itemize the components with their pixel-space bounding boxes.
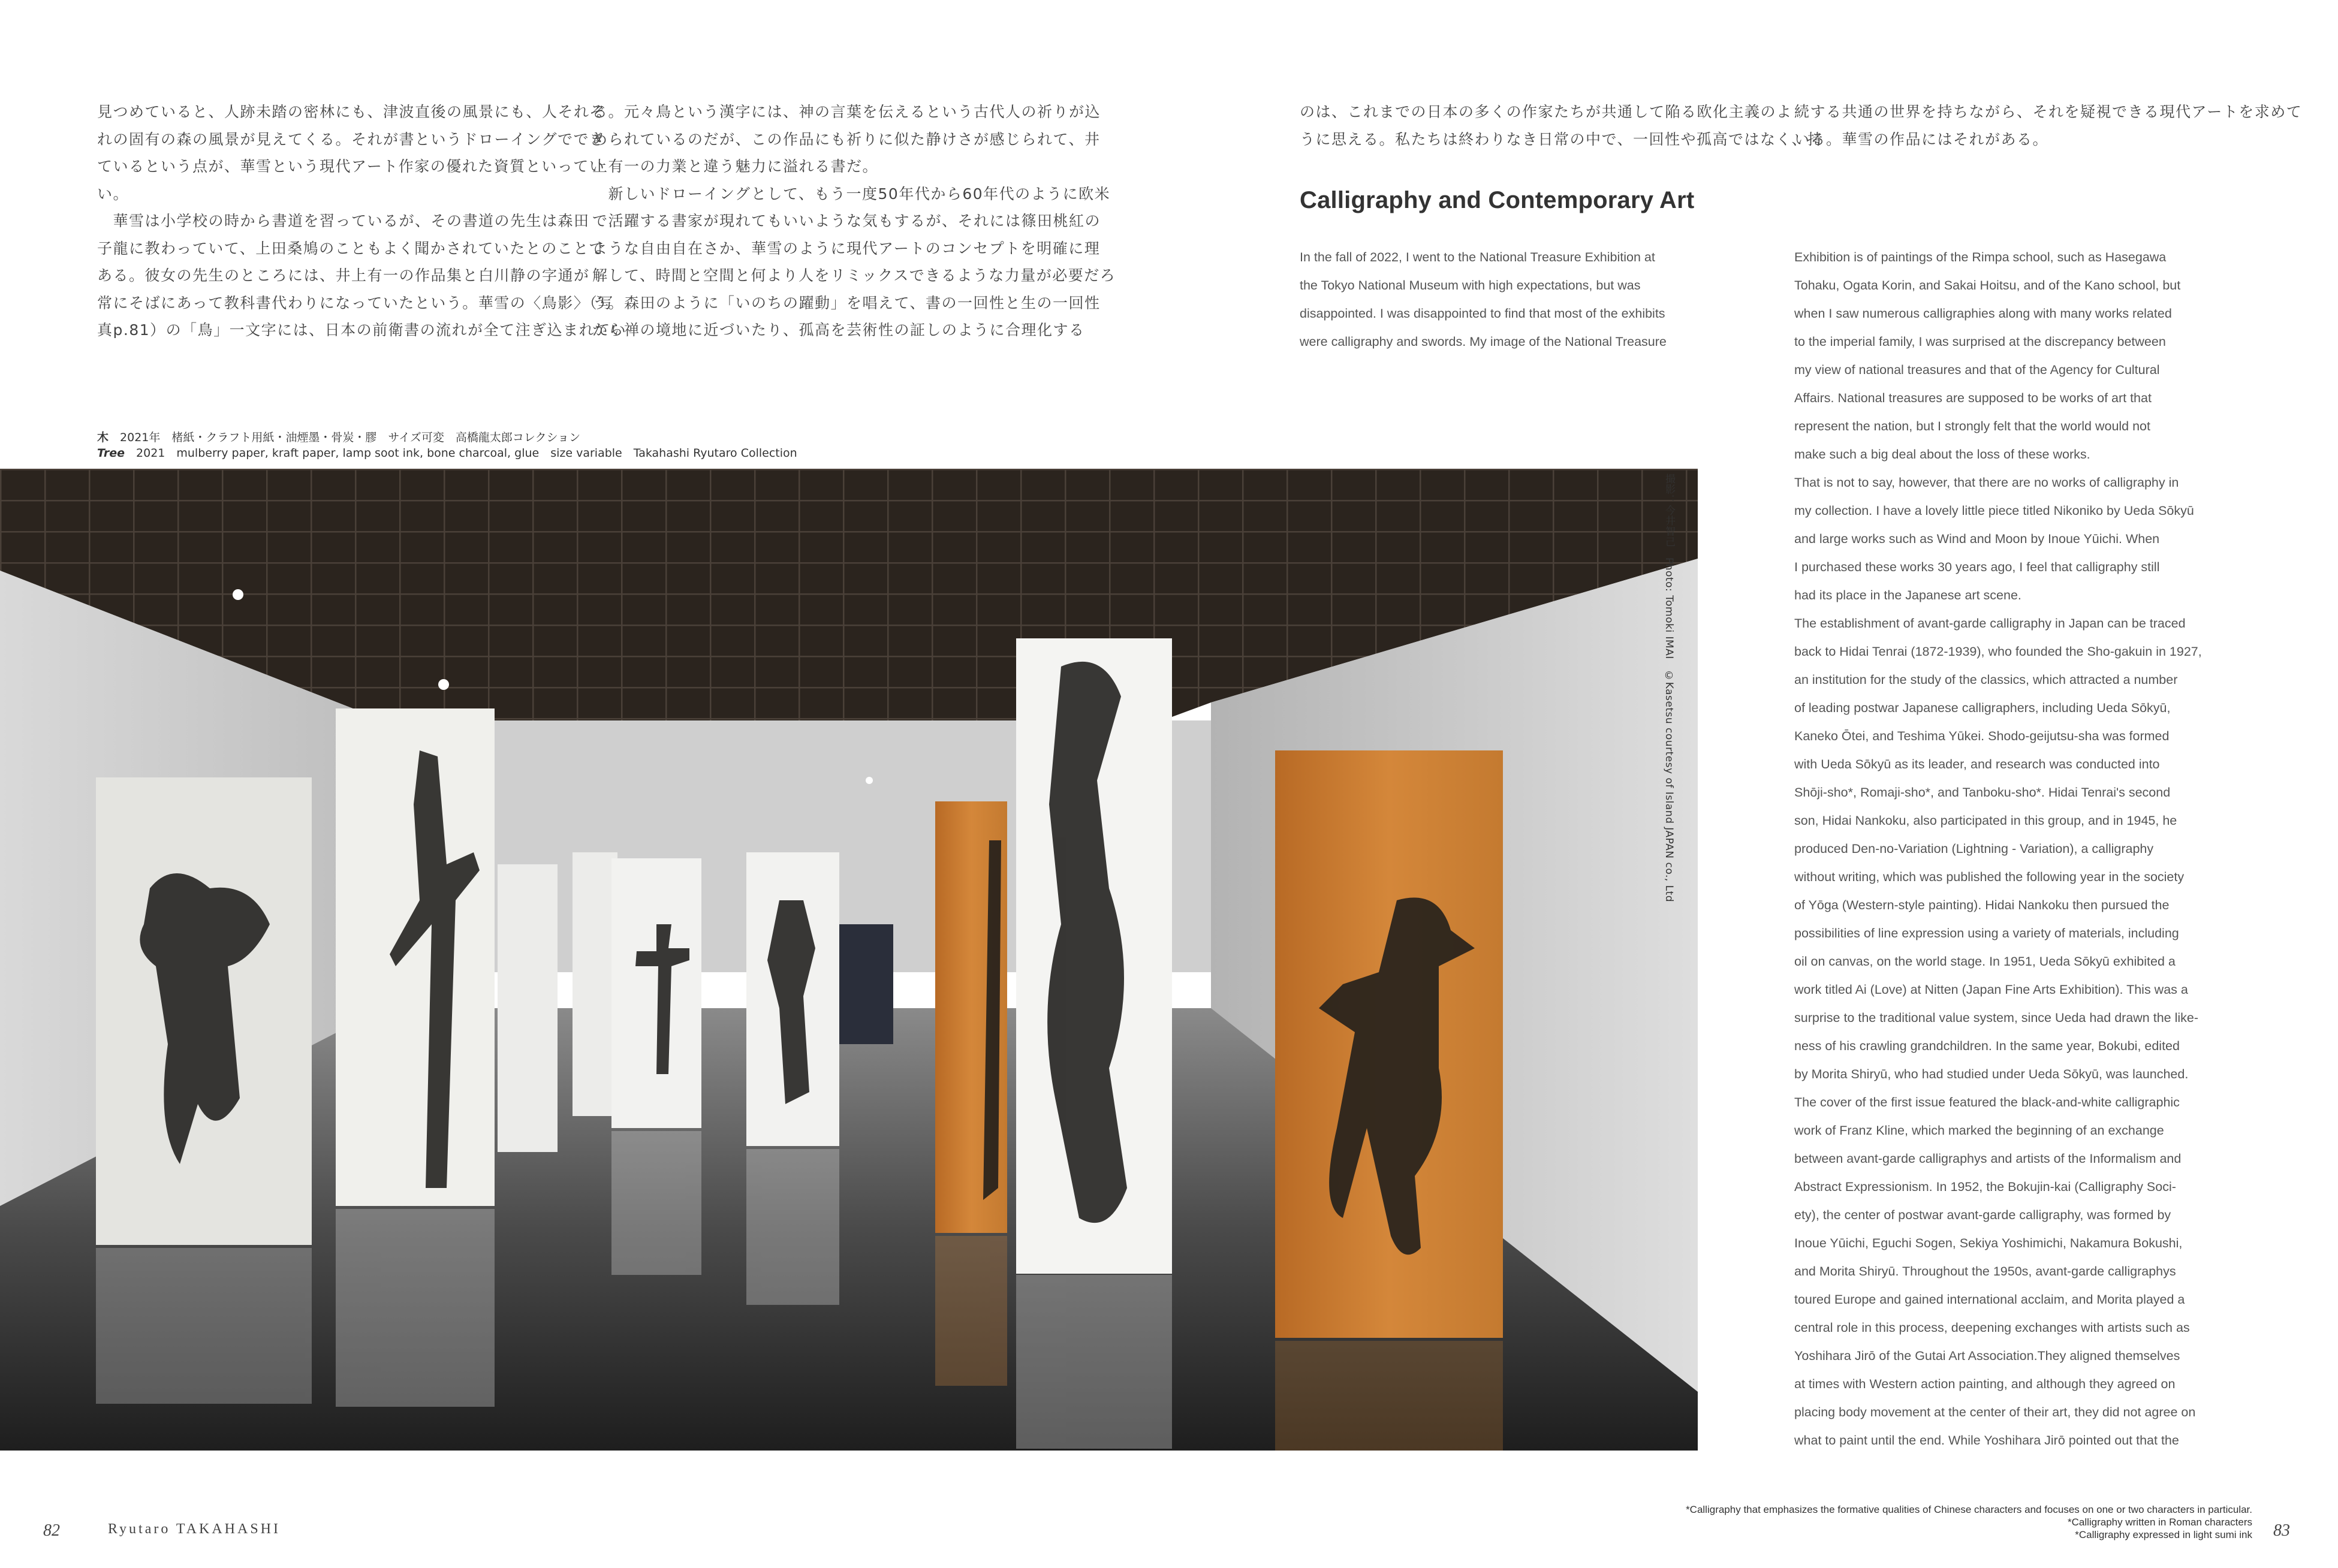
page-number-left: 82 (43, 1521, 60, 1540)
en-text-line: at times with Western action painting, and although they agreed on (1794, 1377, 2176, 1391)
jp-text-line: 上有一の力業と違う魅力に溢れる書だ。 (592, 158, 879, 175)
en-text-line: of leading postwar Japanese calligraphers, including Ueda Sōkyū, (1794, 701, 2171, 715)
jp-column-4 (1794, 98, 2302, 153)
en-text-line: produced Den-no-Variation (Lightning - Variation), a calligraphy (1794, 842, 2154, 856)
en-text-line: my view of national treasures and that of the Agency for Cultural (1794, 363, 2160, 377)
jp-text-line: 子龍に教わっていて、上田桑鳩のこともよく聞かされていたとのことで (97, 239, 605, 257)
en-text-line: son, Hidai Nankoku, also participated in this group, and in 1945, he (1794, 813, 2177, 828)
jp-text-line: 見つめていると、人跡未踏の密林にも、津波直後の風景にも、人それぞ (97, 103, 606, 120)
caption-en-details: 2021 mulberry paper, kraft paper, lamp soot ink, bone charcoal, glue size variable Takahashi Ryutaro Collection (125, 447, 797, 460)
footnote-line: *Calligraphy that emphasizes the formative qualities of Chinese characters and focuses on one or two characters in particular. (1686, 1504, 2252, 1515)
jp-text-line: 新しいドローイングとして、もう一度50年代から60年代のように欧米 (592, 185, 1111, 203)
en-text-line: Yoshihara Jirō of the Gutai Art Association.They aligned themselves (1794, 1349, 2180, 1363)
jp-text-line: い。 (97, 185, 129, 203)
en-text-line: with Ueda Sōkyū as its leader, and research was conducted into (1794, 757, 2160, 771)
gallery-installation-photo (0, 469, 1698, 1451)
en-text-line: The cover of the first issue featured the black-and-white calligraphic (1794, 1095, 2180, 1109)
en-text-line: Abstract Expressionism. In 1952, the Bokujin-kai (Calligraphy Soci- (1794, 1180, 2176, 1194)
en-column-2 (1794, 243, 2202, 1455)
en-text-line: by Morita Shiryū, who had studied under Ueda Sōkyū, was launched. (1794, 1067, 2189, 1081)
jp-column-1 (97, 98, 626, 344)
en-text-line: Exhibition is of paintings of the Rimpa school, such as Hasegawa (1794, 250, 2167, 264)
jp-text-line: から禅の境地に近づいたり、孤高を芸術性の証しのように合理化する (592, 321, 1085, 339)
en-text-line: ness of his crawling grandchildren. In the same year, Bokubi, edited (1794, 1039, 2180, 1053)
en-text-line: of Yōga (Western-style painting). Hidai Nankoku then pursued the (1794, 898, 2170, 912)
jp-text-line: のは、これまでの日本の多くの作家たちが共通して陥る欧化主義のよ (1300, 103, 1792, 120)
en-text-line: represent the nation, but I strongly felt that the world would not (1794, 419, 2150, 433)
en-text-line: between avant-garde calligraphys and artists of the Informalism and (1794, 1151, 2182, 1166)
jp-column-2 (592, 98, 1116, 344)
section-heading: Calligraphy and Contemporary Art (1300, 187, 1695, 213)
jp-text-line: で活躍する書家が現れてもいいような気もするが、それには篠田桃紅の (592, 212, 1101, 230)
caption-en-title: Tree (97, 447, 125, 460)
footnote-line: *Calligraphy written in Roman characters (2067, 1516, 2252, 1528)
en-text-line: make such a big deal about the loss of these works. (1794, 447, 2090, 462)
en-text-line: were calligraphy and swords. My image of the National Treasure (1300, 334, 1667, 349)
jp-text-line: う。森田のように「いのちの躍動」を唱えて、書の一回性と生の一回性 (592, 294, 1101, 312)
photo-credit: 撮影：今井智己 Photo: Tomoki IMAI ©Kasetsu courtesy of Island JAPAN co., Ltd (1663, 474, 1675, 903)
en-text-line: ety), the center of postwar avant-garde calligraphy, was formed by (1794, 1208, 2171, 1222)
en-text-line: disappointed. I was disappointed to find that most of the exhibits (1300, 306, 1665, 321)
jp-text-line: 常にそばにあって教科書代わりになっていたという。華雪の〈鳥影〉（写 (97, 294, 614, 312)
en-text-line: what to paint until the end. While Yoshihara Jirō pointed out that the (1794, 1433, 2179, 1448)
en-text-line: the Tokyo National Museum with high expectations, but was (1300, 278, 1641, 293)
jp-column-3 (1300, 98, 1824, 153)
en-text-line: work of Franz Kline, which marked the beginning of an exchange (1794, 1123, 2164, 1138)
en-text-line: In the fall of 2022, I went to the National Treasure Exhibition at (1300, 250, 1655, 264)
en-text-line: Kaneko Ōtei, and Teshima Yūkei. Shodo-geijutsu-sha was formed (1794, 729, 2170, 743)
en-text-line: to the imperial family, I was surprised at the discrepancy between (1794, 334, 2166, 349)
en-text-line: when I saw numerous calligraphies along with many works related (1794, 306, 2172, 321)
caption-en (97, 444, 797, 460)
caption-jp-title: 木 (97, 431, 109, 444)
footnotes (1686, 1503, 2252, 1541)
en-text-line: oil on canvas, on the world stage. In 1951, Ueda Sōkyū exhibited a (1794, 954, 2176, 969)
en-text-line: surprise to the traditional value system, since Ueda had drawn the like- (1794, 1011, 2199, 1025)
jp-text-line: 続する共通の世界を持ちながら、それを疑視できる現代アートを求めて (1794, 103, 2303, 120)
en-text-line: without writing, which was published the following year in the society (1794, 870, 2185, 884)
en-text-line: placing body movement at the center of their art, they did not agree on (1794, 1405, 2196, 1419)
en-text-line: my collection. I have a lovely little piece titled Nikoniko by Ueda Sōkyū (1794, 503, 2194, 518)
jp-text-line: ある。彼女の先生のところには、井上有一の作品集と白川静の字通が (97, 267, 590, 284)
jp-text-line: 解して、時間と空間と何より人をリミックスできるような力量が必要だろ (592, 267, 1116, 284)
jp-text-line: ような自由自在さか、華雪のように現代アートのコンセプトを明確に理 (592, 239, 1101, 257)
en-column-1 (1300, 243, 1667, 356)
jp-text-line: うに思える。私たちは終わりなき日常の中で、一回性や孤高ではなく、持 (1300, 130, 1824, 148)
en-text-line: possibilities of line expression using a variety of materials, including (1794, 926, 2179, 940)
en-text-line: That is not to say, however, that there are no works of calligraphy in (1794, 475, 2179, 490)
en-text-line: The establishment of avant-garde calligraphy in Japan can be traced (1794, 616, 2186, 631)
caption-jp (97, 429, 580, 445)
en-text-line: and Morita Shiryū. Throughout the 1950s, avant-garde calligraphys (1794, 1264, 2176, 1278)
jp-text-line: められているのだが、この作品にも祈りに似た静けさが感じられて、井 (592, 130, 1101, 148)
en-text-line: Inoue Yūichi, Eguchi Sogen, Sekiya Yoshimichi, Nakamura Bokushi, (1794, 1236, 2183, 1250)
en-text-line: I purchased these works 30 years ago, I feel that calligraphy still (1794, 560, 2160, 574)
en-text-line: Tohaku, Ogata Korin, and Sakai Hoitsu, and of the Kano school, but (1794, 278, 2181, 293)
en-text-line: work titled Ai (Love) at Nitten (Japan Fine Arts Exhibition). This was a (1794, 982, 2188, 997)
jp-text-line: ているという点が、華雪という現代アート作家の優れた資質といってい (97, 158, 605, 175)
jp-text-line: 真p.81）の「鳥」一文字には、日本の前衛書の流れが全て注ぎ込まれてい (97, 321, 627, 339)
page-number-right: 83 (2273, 1521, 2290, 1540)
en-text-line: an institution for the study of the classics, which attracted a number (1794, 673, 2178, 687)
jp-text-line: いる。華雪の作品にはそれがある。 (1794, 130, 2049, 148)
en-text-line: back to Hidai Tenrai (1872-1939), who founded the Sho-gakuin in 1927, (1794, 644, 2202, 659)
running-author: Ryutaro TAKAHASHI (108, 1521, 281, 1537)
jp-text-line: 華雪は小学校の時から書道を習っているが、その書道の先生は森田 (97, 212, 590, 230)
jp-text-line: る。元々鳥という漢字には、神の言葉を伝えるという古代人の祈りが込 (592, 103, 1101, 120)
en-text-line: central role in this process, deepening exchanges with artists such as (1794, 1320, 2190, 1335)
caption-jp-details: 2021年 楮紙・クラフト用紙・油煙墨・骨炭・膠 サイズ可変 高橋龍太郎コレクション (109, 431, 581, 444)
en-text-line: and large works such as Wind and Moon by Inoue Yūichi. When (1794, 532, 2160, 546)
jp-text-line: れの固有の森の風景が見えてくる。それが書というドローイングででき (97, 130, 605, 148)
footnote-line: *Calligraphy expressed in light sumi ink (2075, 1529, 2252, 1540)
en-text-line: had its place in the Japanese art scene. (1794, 588, 2021, 602)
en-text-line: Affairs. National treasures are supposed to be works of art that (1794, 391, 2152, 405)
en-text-line: Shōji-sho*, Romaji-sho*, and Tanboku-sho*. Hidai Tenrai's second (1794, 785, 2171, 800)
en-text-line: toured Europe and gained international acclaim, and Morita played a (1794, 1292, 2185, 1307)
